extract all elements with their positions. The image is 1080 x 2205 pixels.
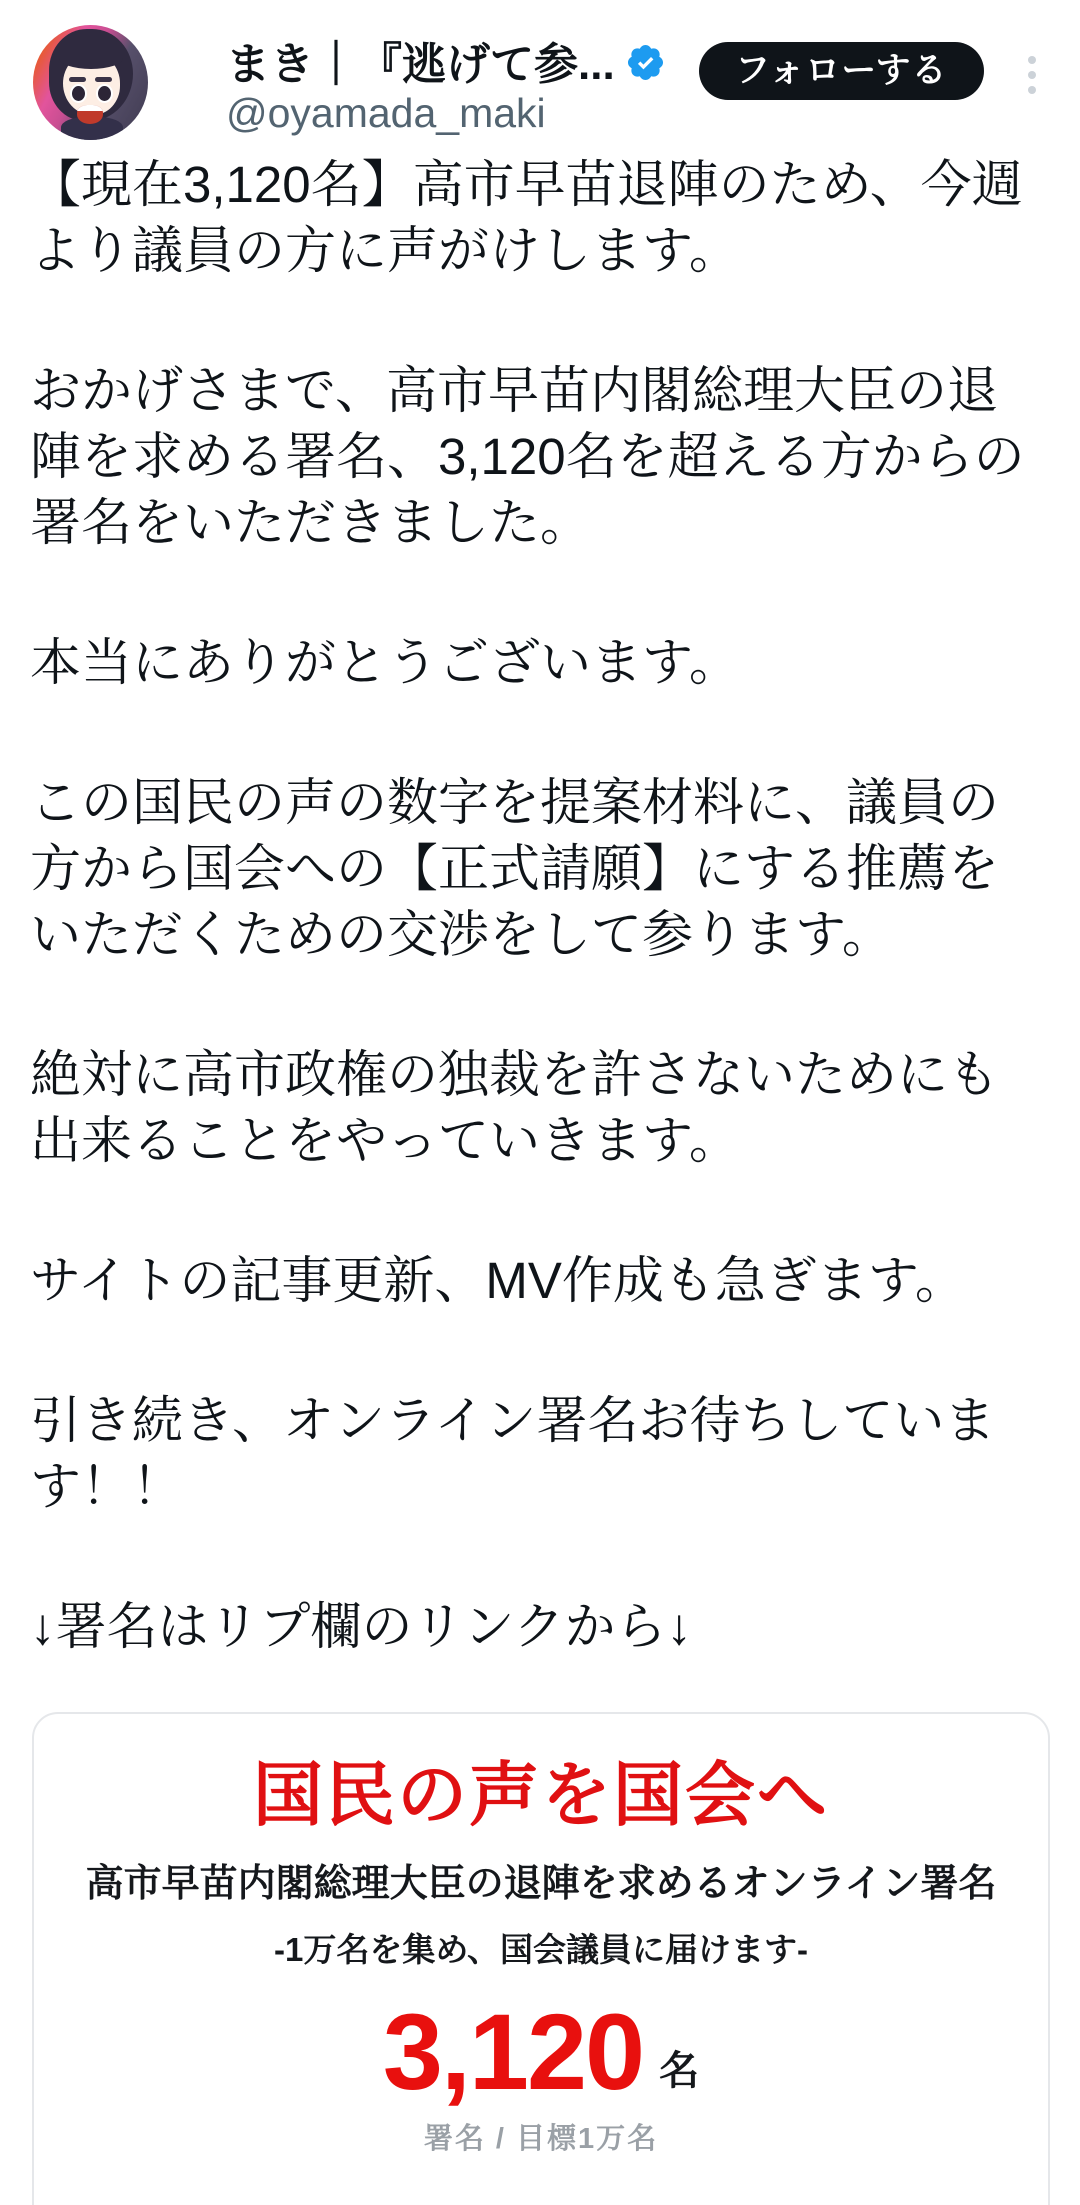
tweet-paragraph: 【現在3,120名】高市早苗退陣のため、今週より議員の方に声がけします。 [30, 156, 1023, 279]
avatar-eye-right [96, 84, 113, 103]
tweet-card[interactable] [32, 1712, 1050, 2205]
card-tagline: -1万名を集め、国会議員に届けます- [273, 1931, 808, 1969]
user-handle[interactable]: @oyamada_maki [226, 90, 546, 136]
avatar-eye-left [70, 84, 87, 103]
tweet-body [30, 152, 1032, 1734]
tweet-paragraph: おかげさまで、高市早苗内閣総理大臣の退陣を求める署名、3,120名を超える方からの署名をいただきました。 [30, 362, 1025, 551]
signature-count-unit: 名 [659, 2049, 700, 2094]
avatar-fringe [59, 47, 123, 69]
signature-goal-caption: 署名 / 目標1万名 [423, 2123, 659, 2156]
signature-count: 3,120 [382, 1991, 644, 2113]
signature-count-row [72, 1991, 1010, 2113]
card-subtitle: 高市早苗内閣総理大臣の退陣を求めるオンライン署名 [85, 1863, 997, 1905]
avatar[interactable] [33, 25, 148, 140]
tweet-paragraph: 絶対に高市政権の独裁を許さないためにも出来ることをやっていきます。 [30, 1046, 1000, 1169]
card-title: 国民の声を国会へ [253, 1756, 829, 1834]
verified-badge-icon [625, 42, 666, 83]
tweet-paragraph: この国民の声の数字を提案材料に、議員の方から国会への【正式請願】にする推薦をいただくための交渉をして参ります。 [30, 774, 1000, 963]
user-name-row[interactable] [226, 28, 666, 92]
avatar-brow-left [69, 77, 86, 82]
tweet-paragraph: 本当にありがとうございます。 [30, 634, 740, 691]
tweet-paragraph: 引き続き、オンライン署名お待ちしています！！ [30, 1392, 996, 1515]
more-menu-icon[interactable] [1024, 52, 1040, 98]
tweet-paragraph: ↓署名はリプ欄のリンクから↓ [30, 1598, 692, 1655]
avatar-mouth [77, 105, 103, 124]
tweet-paragraph: サイトの記事更新、MV作成も急ぎます。 [30, 1252, 966, 1309]
follow-button[interactable]: フォローする [699, 42, 984, 100]
avatar-brow-right [95, 77, 112, 82]
display-name: まき｜『逃げて参... [226, 40, 615, 89]
